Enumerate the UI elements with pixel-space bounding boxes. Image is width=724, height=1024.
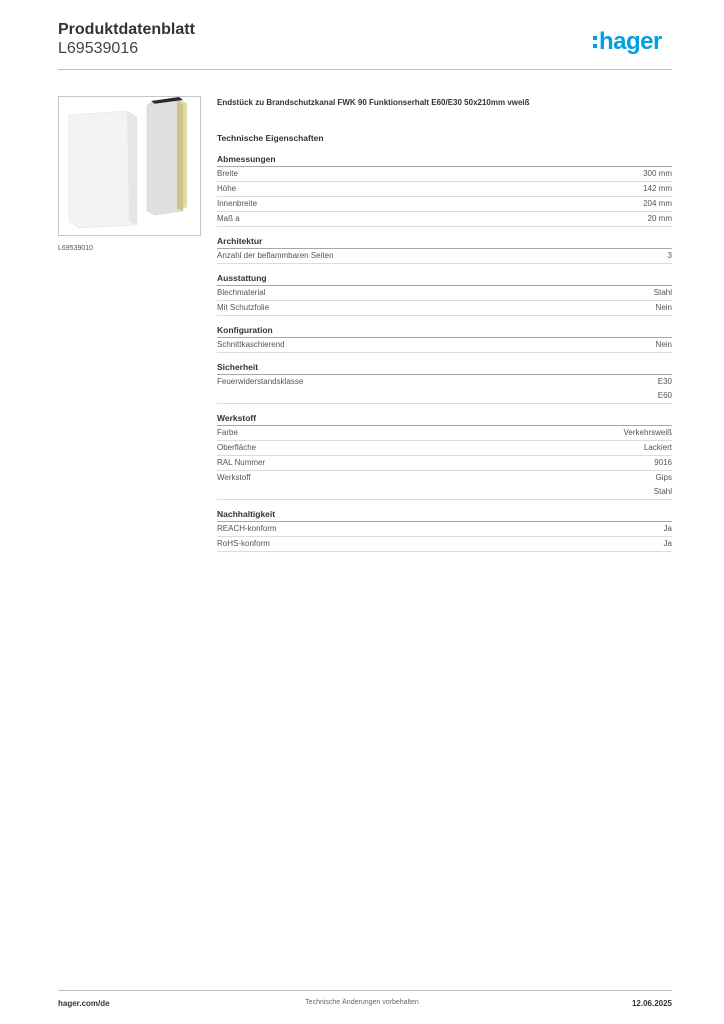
spec-value [664,537,672,551]
spec-value-line: E30 [657,377,672,386]
spec-label: Höhe [217,184,237,193]
spec-row [217,522,672,537]
spec-row [217,197,672,212]
spec-label: RoHS-konform [217,539,270,548]
footer-notice: Technische Änderungen vorbehalten [305,999,419,1006]
footer-divider [58,990,672,991]
spec-section [217,152,672,227]
spec-row [217,167,672,182]
technical-properties-heading: Technische Eigenschaften [217,133,324,143]
section-title: Konfiguration [217,323,672,338]
spec-row [217,249,672,264]
spec-content [217,96,672,552]
spec-value [654,471,672,499]
spec-value [654,286,672,300]
spec-label: Schnittkaschierend [217,340,285,349]
section-title: Ausstattung [217,271,672,286]
spec-section [217,323,672,353]
spec-value-line: 3 [667,251,672,260]
product-title: Endstück zu Brandschutzkanal FWK 90 Funktionserhalt E60/E30 50x210mm vweiß [217,98,530,107]
product-image-icon [59,97,200,235]
spec-value-line: Stahl [653,288,672,297]
spec-value-line: 9016 [654,458,672,467]
spec-section [217,411,672,500]
spec-value [654,456,672,470]
spec-value [643,167,672,181]
spec-section [217,507,672,552]
product-image [58,96,201,236]
spec-row [217,471,672,500]
section-title: Abmessungen [217,152,672,167]
spec-value-line: 204 mm [643,199,672,208]
spec-sections [217,152,672,552]
spec-label: RAL Nummer [217,458,266,467]
section-title: Sicherheit [217,360,672,375]
spec-row [217,182,672,197]
spec-value [668,249,672,263]
spec-row [217,426,672,441]
spec-value-line: Gips [655,473,672,482]
spec-row [217,286,672,301]
spec-section [217,271,672,316]
spec-value-line: Nein [655,340,672,349]
page-title: Produktdatenblatt [58,21,195,38]
spec-value-line: 142 mm [643,184,672,193]
spec-value [648,212,672,226]
spec-label: Feuerwiderstandsklasse [217,377,304,386]
section-title: Architektur [217,234,672,249]
spec-value-line: Lackiert [643,443,672,452]
spec-value [644,441,672,455]
spec-row [217,301,672,316]
spec-label: Innenbreite [217,199,258,208]
spec-value-line: Nein [655,303,672,312]
spec-value-line: Ja [663,524,672,533]
spec-value-line: Stahl [653,487,672,496]
product-id: L69539016 [58,40,139,57]
spec-row [217,456,672,471]
spec-value [658,375,672,403]
spec-value [656,338,672,352]
header-divider [58,69,672,70]
image-caption: L69539010 [58,245,94,252]
spec-value [656,301,672,315]
spec-label: REACH-konform [217,524,277,533]
footer-website: hager.com/de [58,999,110,1008]
spec-label: Anzahl der beflammbaren Seiten [217,251,334,260]
spec-value [643,197,672,211]
spec-value-line: Ja [663,539,672,548]
spec-value-line: 20 mm [647,214,672,223]
spec-value-line: 300 mm [643,169,672,178]
spec-row [217,212,672,227]
spec-label: Farbe [217,428,238,437]
spec-value [664,522,672,536]
spec-label: Blechmaterial [217,288,266,297]
spec-label: Oberfläche [217,443,257,452]
footer-date: 12.06.2025 [631,999,672,1008]
hager-logo [593,28,662,56]
spec-value-line: Verkehrsweiß [623,428,672,437]
spec-section [217,360,672,404]
spec-value [643,182,672,196]
spec-row [217,441,672,456]
spec-label: Maß a [217,214,240,223]
section-title: Werkstoff [217,411,672,426]
spec-value-line: E60 [657,391,672,400]
logo-dots-icon [593,36,597,48]
spec-row [217,338,672,353]
spec-row [217,537,672,552]
spec-label: Werkstoff [217,473,251,482]
spec-value [624,426,672,440]
spec-row [217,375,672,404]
spec-label: Breite [217,169,238,178]
spec-section [217,234,672,264]
spec-label: Mit Schutzfolie [217,303,270,312]
section-title: Nachhaltigkeit [217,507,672,522]
logo-text: hager [599,28,662,55]
